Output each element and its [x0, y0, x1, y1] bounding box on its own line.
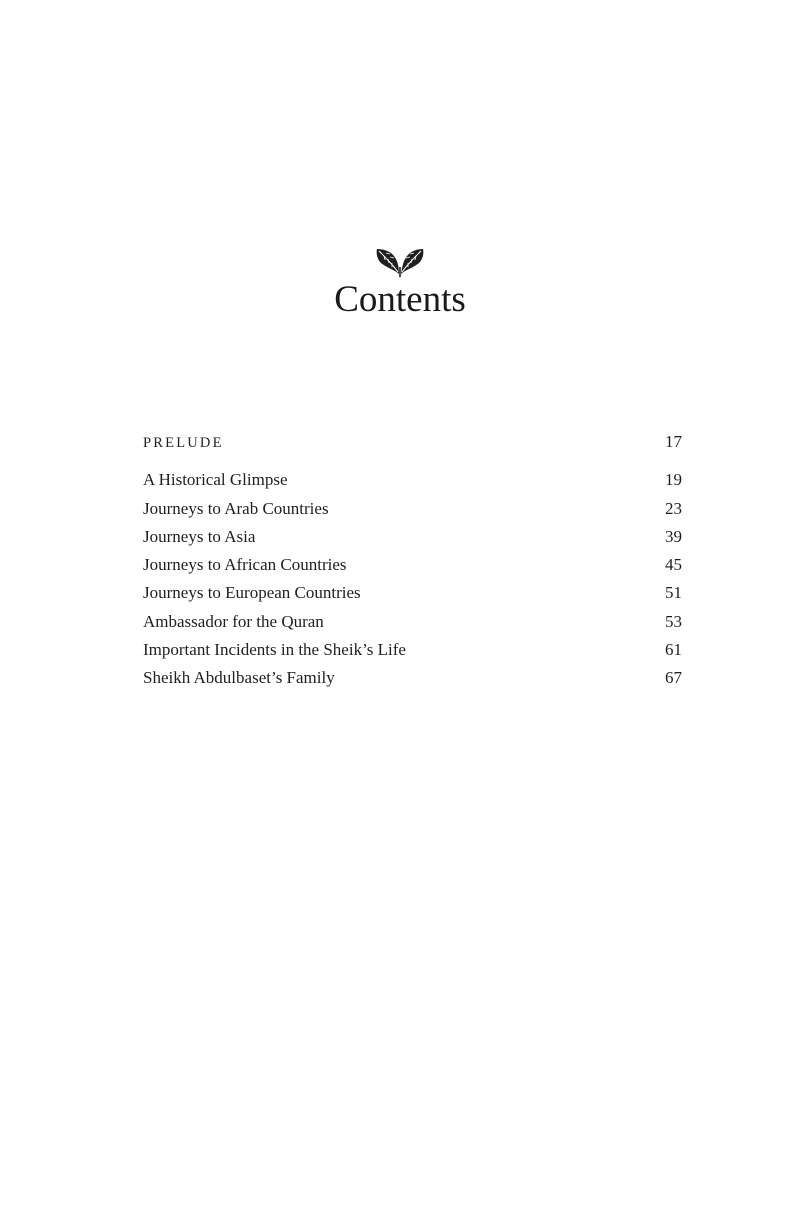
- toc-entry: [143, 664, 682, 692]
- page-title: Contents: [334, 279, 466, 320]
- toc-entry-label: A Historical Glimpse: [143, 470, 288, 490]
- toc-entry: [143, 495, 682, 523]
- toc-entry-label: Journeys to Arab Countries: [143, 498, 329, 518]
- toc-entry-page: 53: [665, 611, 682, 631]
- toc-entry-label: Journeys to European Countries: [143, 583, 361, 603]
- toc-entry: [143, 579, 682, 607]
- toc-entry-label: Sheikh Abdulbaset’s Family: [143, 668, 335, 688]
- toc-entry-page: 39: [665, 526, 682, 546]
- toc-entry-label: Important Incidents in the Sheik’s Life: [143, 640, 406, 660]
- toc-entry-page: 19: [665, 470, 682, 490]
- toc-entry: [143, 551, 682, 579]
- toc-entry-page: 61: [665, 640, 682, 660]
- toc-entry-page: 45: [665, 555, 682, 575]
- toc-entry: [143, 466, 682, 494]
- toc-entry-page: 23: [665, 498, 682, 518]
- leaf-ornament-icon: [375, 246, 425, 278]
- toc-entry-page: 51: [665, 583, 682, 603]
- toc-entry-label: Journeys to African Countries: [143, 555, 347, 575]
- toc-entry-label: Journeys to Asia: [143, 526, 256, 546]
- toc-entry: [143, 523, 682, 551]
- toc-entry-page: 67: [665, 668, 682, 688]
- toc-entry: [143, 636, 682, 664]
- toc-prelude-row: [143, 428, 682, 456]
- toc-entry: [143, 608, 682, 636]
- toc-prelude-page: 17: [665, 432, 682, 451]
- toc-entry-label: Ambassador for the Quran: [143, 611, 324, 631]
- toc-prelude-label: PRELUDE: [143, 435, 224, 451]
- table-of-contents: [143, 428, 682, 693]
